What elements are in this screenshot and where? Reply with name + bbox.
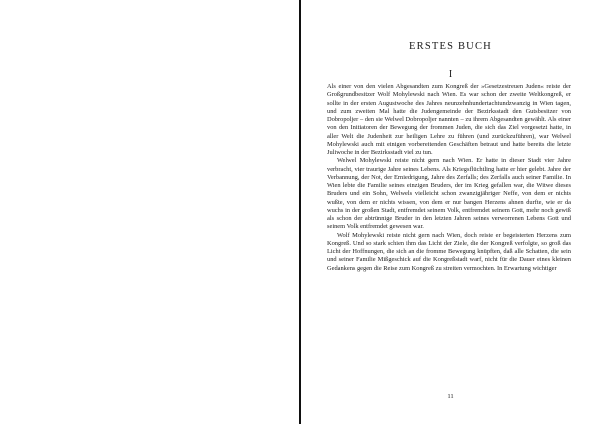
paragraph: Welwel Mohylewski reiste nicht gern nach Wien. Er hatte in dieser Stadt vier Jahre verbracht, vier traurige Jahre seines Lebens. Als Kriegsflüchtling hatte er hier gelebt. Jahre der Verbannung, der Not, der Erniedrigung, Jahre des Zerfalls; des Zerfalls auch seiner Familie. In Wien lebte die Familie seines einzigen Bruders, der im Krieg gefallen war, die Witwe dieses Bruders und ein Sohn, Welwels vielleicht schon zwanzigjähriger Neffe, von dem er nichts wußte, von dem er nichts wissen, von dem er nur bangen Herzens ahnen durfte, wie er da wuchs in der großen Stadt, entfremdet seinem Volk, entfremdet seinem Gott, mehr noch gewiß als schon der abtrünnige Bruder in den letzten Jahren seines verworrenen Lebens Gott und seinem Volk entfremdet gewesen war.	[327, 157, 571, 231]
chapter-number: I	[448, 69, 453, 80]
body-text	[327, 83, 571, 273]
paragraph: Wolf Mohylewski reiste nicht gern nach Wien, doch reiste er begeisterten Herzens zum Kongreß. Und so stark schien ihm das Licht der Ziele, die der Kongreß verfolgte, so groß das Licht der Hoffnungen, die sich an die fromme Bewegung knüpften, daß alle Schatten, die sein und seiner Familie Mißgeschick auf die Kongreßstadt warf, nicht für die Dauer eines kleinen Gedankens gegen die Reise zum Kongreß zu streiten vermochten. In Erwartung wichtiger	[327, 231, 571, 272]
paragraph: Als einer von den vielen Abgesandten zum Kongreß der »Gesetzestreuen Juden« reiste der Großgrundbesitzer Wolf Mohylewski nach Wien. Es war schon der zweite Weltkongreß, er sollte in der ersten Augustwoche des Jahres neunzehnhundertachtundzwanzig in Wien tagen, und zum zweiten Mal hatte die Judengemeinde der Bezirksstadt den Gutsbesitzer von Dobropoljer – den sie Welwel Dobropoljer nannten – zu ihrem Abgesandten gewählt. Als einer von den Initiatoren der Bewegung der frommen Juden, die sich das Ziel vorgesetzt hatte, in aller Welt die Judenheit zur heiligen Lehre zu führen (und zurückzuführen), war Welwel Mohylewski auch mit einigen vorbereitenden Geschäften betraut und hatte bereits die letzte Juliwoche in der Bezirksstadt viel zu tun.	[327, 83, 571, 156]
right-page	[301, 0, 600, 424]
book-title: ERSTES BUCH	[409, 41, 492, 52]
left-page-blank	[0, 0, 299, 424]
page-number: 11	[447, 393, 454, 400]
